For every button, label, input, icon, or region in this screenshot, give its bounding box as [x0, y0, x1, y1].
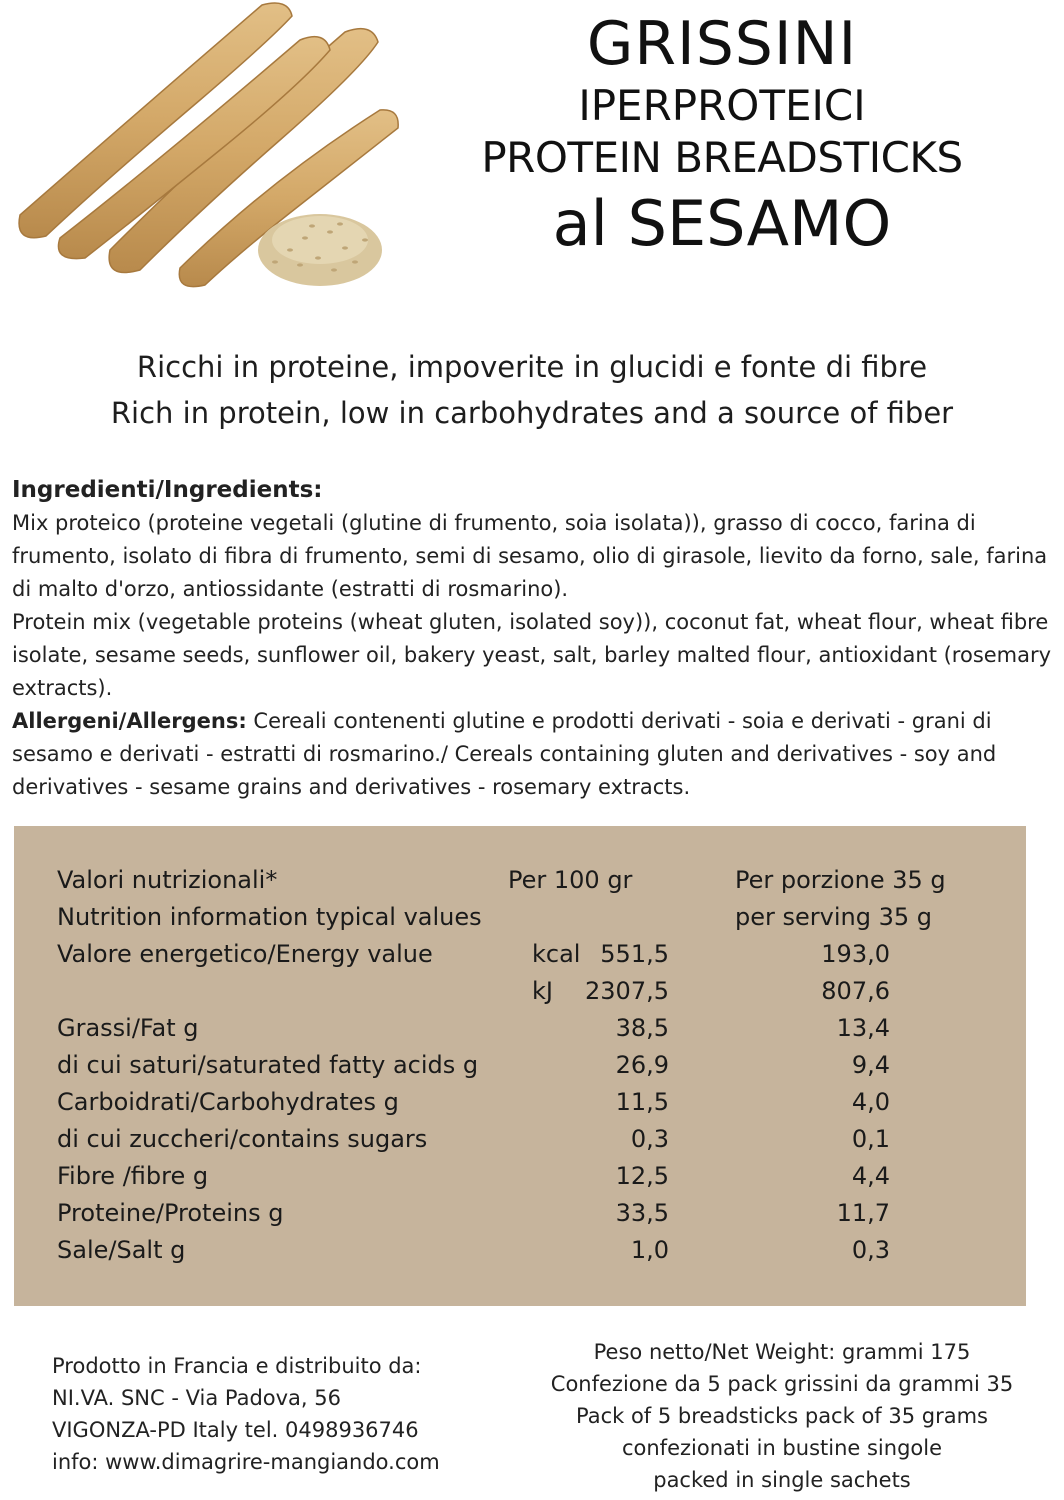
nutrition-header-portion-it: Per porzione 35 g: [735, 866, 946, 894]
nutrition-row: [14, 1232, 1026, 1269]
tagline-en: Rich in protein, low in carbohydrates and a source of fiber: [110, 396, 954, 430]
ingredients-en: Protein mix (vegetable proteins (wheat gluten, isolated soy)), coconut fat, wheat flour, wheat fibre isolate, sesame seeds, sunflower oil, bakery yeast, salt, barley malted flour, antioxidant (rosemary extracts).: [12, 610, 1052, 700]
nutrition-header-row: [14, 862, 1026, 899]
breadsticks-illustration: [0, 0, 400, 300]
nutrient-label: di cui zuccheri/contains sugars: [57, 1125, 428, 1153]
nutrient-label: Fibre /fibre g: [57, 1162, 209, 1190]
nutrition-row: [14, 1195, 1026, 1232]
package-line: Pack of 5 breadsticks pack of 35 grams: [575, 1404, 988, 1428]
distributor-info: [52, 1350, 440, 1478]
nutrition-row: [14, 1010, 1026, 1047]
nutrient-per100: 11,5: [615, 1088, 669, 1116]
nutrition-header-portion-en: per serving 35 g: [735, 903, 932, 931]
nutrient-portion: 4,0: [851, 1088, 890, 1116]
nutrient-portion: 0,3: [851, 1236, 890, 1264]
package-info: [520, 1336, 1044, 1496]
nutrient-per100: 38,5: [615, 1014, 669, 1042]
title-grissini: GRISSINI: [586, 9, 858, 79]
nutrition-row: [14, 936, 1026, 973]
nutrient-portion: 4,4: [851, 1162, 890, 1190]
nutrient-per100: 26,9: [615, 1051, 669, 1079]
nutrient-label: Grassi/Fat g: [57, 1014, 199, 1042]
package-line: Peso netto/Net Weight: grammi 175: [593, 1340, 971, 1364]
nutrient-per100: 12,5: [615, 1162, 669, 1190]
package-line: confezionati in bustine singole: [621, 1436, 943, 1460]
allergens: [12, 705, 1058, 804]
distributor-line: NI.VA. SNC - Via Padova, 56: [52, 1386, 341, 1410]
nutrition-header-label-it: Valori nutrizionali*: [57, 866, 278, 894]
ingredients-heading: Ingredienti/Ingredients:: [12, 477, 323, 503]
nutrient-portion: 807,6: [821, 977, 890, 1005]
nutrient-unit: kcal: [532, 940, 581, 968]
tagline-it: Ricchi in proteine, impoverite in glucidi e fonte di fibre: [136, 350, 928, 384]
nutrition-row: [14, 1158, 1026, 1195]
nutrient-label: Sale/Salt g: [57, 1236, 186, 1264]
package-line: Confezione da 5 pack grissini da grammi 35: [550, 1372, 1014, 1396]
distributor-line: Prodotto in Francia e distribuito da:: [52, 1354, 422, 1378]
nutrient-label: di cui saturi/saturated fatty acids g: [57, 1051, 479, 1079]
nutrition-header-per100: Per 100 gr: [508, 866, 633, 894]
sesame-seed-pile: [258, 214, 382, 286]
nutrient-per100: 33,5: [615, 1199, 669, 1227]
nutrition-row: [14, 1121, 1026, 1158]
nutrient-portion: 193,0: [821, 940, 890, 968]
allergens-label: Allergeni/Allergens:: [12, 709, 247, 733]
allergens-text: Cereali contenenti glutine e prodotti derivati - soia e derivati - grani di sesamo e derivati - estratti di rosmarino./ Cereals containing gluten and derivatives - soy and derivatives - sesame grains and derivatives - rosemary extracts.: [12, 709, 997, 799]
nutrition-header-row-en: [14, 899, 1026, 936]
hero: [0, 0, 1064, 330]
product-title: [380, 8, 1064, 264]
nutrient-per100: 2307,5: [585, 977, 669, 1005]
package-line: packed in single sachets: [653, 1468, 911, 1492]
nutrient-label: Valore energetico/Energy value: [57, 940, 433, 968]
nutrition-row: [14, 1047, 1026, 1084]
title-al-sesamo: al SESAMO: [552, 187, 892, 260]
nutrient-label: Carboidrati/Carbohydrates g: [57, 1088, 399, 1116]
nutrient-label: Proteine/Proteins g: [57, 1199, 284, 1227]
nutrient-portion: 11,7: [836, 1199, 890, 1227]
nutrition-table: [14, 826, 1026, 1306]
nutrition-row: [14, 1084, 1026, 1121]
nutrition-header-label-en: Nutrition information typical values: [57, 903, 482, 931]
ingredients-section: [12, 474, 1058, 804]
nutrient-portion: 9,4: [851, 1051, 890, 1079]
nutrient-unit: kJ: [532, 977, 553, 1005]
title-protein-breadsticks: PROTEIN BREADSTICKS: [481, 133, 963, 182]
distributor-line: VIGONZA-PD Italy tel. 0498936746: [52, 1418, 419, 1442]
nutrient-portion: 0,1: [851, 1125, 890, 1153]
nutrient-per100: 551,5: [600, 940, 669, 968]
distributor-website: info: www.dimagrire-mangiando.com: [52, 1450, 440, 1474]
nutrient-per100: 1,0: [630, 1236, 669, 1264]
title-iperproteici: IPERPROTEICI: [578, 81, 866, 130]
nutrition-row: [14, 973, 1026, 1010]
tagline: [0, 344, 1064, 436]
ingredients-it: Mix proteico (proteine vegetali (glutine di frumento, soia isolata)), grasso di cocco, farina di frumento, isolato di fibra di frumento, semi di sesamo, olio di girasole, lievito da forno, sale, farina di malto d'orzo, antiossidante (estratti di rosmarino).: [12, 511, 1048, 601]
nutrient-portion: 13,4: [836, 1014, 890, 1042]
nutrient-per100: 0,3: [630, 1125, 669, 1153]
